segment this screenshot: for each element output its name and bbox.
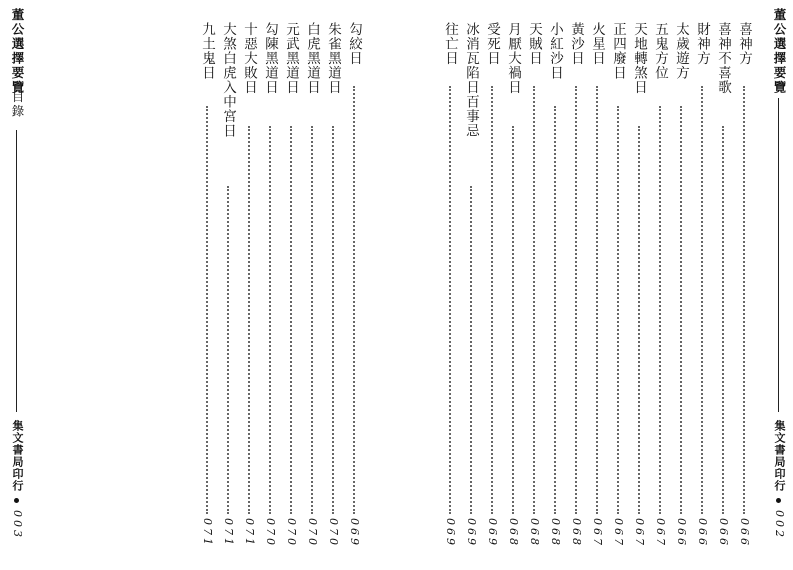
toc-entry[interactable] xyxy=(545,22,565,564)
right-page-margin xyxy=(770,8,788,564)
toc-entry[interactable] xyxy=(587,22,607,564)
toc-entry-title: 財神方 xyxy=(694,22,710,66)
toc-entry-title: 喜神方 xyxy=(736,22,752,66)
toc-entry[interactable] xyxy=(524,22,544,564)
dot-leader xyxy=(491,86,493,514)
toc-entry[interactable] xyxy=(503,22,523,564)
right-page xyxy=(396,0,793,570)
toc-entry[interactable] xyxy=(671,22,691,564)
dot-leader xyxy=(206,106,208,514)
toc-entry-page: 069 xyxy=(486,518,499,548)
toc-entry-page: 071 xyxy=(201,518,214,548)
toc-entry-title: 正四廢日 xyxy=(610,22,626,80)
toc-entry-title: 大煞白虎入中宮日 xyxy=(220,22,236,138)
book-title: 董公選擇要覽 xyxy=(772,8,787,95)
dot-leader xyxy=(722,126,724,514)
toc-entry-title: 火星日 xyxy=(589,22,605,66)
toc-entry[interactable] xyxy=(713,22,733,564)
toc-entry-page: 069 xyxy=(444,518,457,548)
dot-leader xyxy=(470,186,472,514)
toc-entry-title: 朱雀黑道日 xyxy=(325,22,341,95)
dot-leader xyxy=(290,126,292,514)
dot-leader xyxy=(638,126,640,514)
toc-entry[interactable] xyxy=(323,22,343,564)
toc-entry-title: 白虎黑道日 xyxy=(304,22,320,95)
toc-entry-title: 受死日 xyxy=(484,22,500,66)
toc-entry-page: 069 xyxy=(348,518,361,548)
toc-entry[interactable] xyxy=(566,22,586,564)
toc-entry[interactable] xyxy=(650,22,670,564)
toc-entry-title: 十惡大敗日 xyxy=(241,22,257,95)
toc-entry-page: 070 xyxy=(264,518,277,548)
toc-entry-page: 068 xyxy=(549,518,562,548)
left-page-margin xyxy=(8,8,26,564)
left-page xyxy=(0,0,396,570)
toc-entry[interactable] xyxy=(239,22,259,564)
toc-entry[interactable] xyxy=(482,22,502,564)
toc-entry-page: 066 xyxy=(717,518,730,548)
dot-leader xyxy=(743,86,745,514)
dot-leader xyxy=(701,86,703,514)
toc-entry[interactable] xyxy=(302,22,322,564)
toc-entry-page: 066 xyxy=(696,518,709,548)
toc-entry-page: 067 xyxy=(612,518,625,548)
toc-entry-title: 冰消瓦陷日百事忌 xyxy=(463,22,479,138)
toc-entry-title: 小紅沙日 xyxy=(547,22,563,80)
dot-leader xyxy=(680,106,682,514)
dot-leader xyxy=(269,126,271,514)
toc-entry-page: 067 xyxy=(654,518,667,548)
dot-leader xyxy=(554,106,556,514)
toc-entry-page: 067 xyxy=(591,518,604,548)
toc-entry-page: 068 xyxy=(528,518,541,548)
toc-entry[interactable] xyxy=(461,22,481,564)
toc-entry-title: 勾陳黑道日 xyxy=(262,22,278,95)
toc-entry-page: 070 xyxy=(327,518,340,548)
toc-entry-page: 066 xyxy=(738,518,751,548)
toc-entry-page: 070 xyxy=(285,518,298,548)
toc-entry-page: 068 xyxy=(570,518,583,548)
toc-entry-title: 五鬼方位 xyxy=(652,22,668,80)
toc-entry-title: 元武黑道日 xyxy=(283,22,299,95)
toc-entry-page: 070 xyxy=(306,518,319,548)
dot-leader xyxy=(449,86,451,514)
publisher-name: 集文書局印行 xyxy=(773,420,786,492)
toc-entry-title: 太歲遊方 xyxy=(673,22,689,80)
toc-entry-title: 往亡日 xyxy=(442,22,458,66)
dot-leader xyxy=(332,126,334,514)
book-title: 董公選擇要覽 xyxy=(10,8,25,95)
toc-entry[interactable] xyxy=(218,22,238,564)
toc-entry[interactable] xyxy=(692,22,712,564)
toc-entry[interactable] xyxy=(281,22,301,564)
toc-entry-page: 071 xyxy=(222,518,235,548)
toc-entry[interactable] xyxy=(608,22,628,564)
toc-entry[interactable] xyxy=(344,22,364,564)
dot-leader xyxy=(311,126,313,514)
page-number: 003 xyxy=(11,510,24,540)
toc-entry-page: 069 xyxy=(465,518,478,548)
toc-entry-title: 九土鬼日 xyxy=(199,22,215,80)
toc-entry[interactable] xyxy=(440,22,460,564)
bullet-dot-icon xyxy=(14,498,19,503)
toc-entry[interactable] xyxy=(734,22,754,564)
dot-leader xyxy=(533,86,535,514)
page-number: 002 xyxy=(773,510,786,540)
dot-leader xyxy=(248,126,250,514)
toc-entry[interactable] xyxy=(260,22,280,564)
toc-entry-page: 068 xyxy=(507,518,520,548)
dot-leader xyxy=(596,86,598,514)
margin-rule xyxy=(778,98,779,412)
toc-entry-page: 071 xyxy=(243,518,256,548)
dot-leader xyxy=(227,186,229,514)
dot-leader xyxy=(512,126,514,514)
toc-entry-title: 天賊日 xyxy=(526,22,542,66)
toc-entry-title: 勾絞日 xyxy=(346,22,362,66)
toc-entry-page: 066 xyxy=(675,518,688,548)
dot-leader xyxy=(353,86,355,514)
toc-entry[interactable] xyxy=(197,22,217,564)
toc-entry-title: 月厭大禍日 xyxy=(505,22,521,95)
margin-rule xyxy=(16,130,17,412)
toc-entry[interactable] xyxy=(629,22,649,564)
dot-leader xyxy=(659,106,661,514)
publisher-name: 集文書局印行 xyxy=(11,420,24,492)
dot-leader xyxy=(575,86,577,514)
toc-entry-page: 067 xyxy=(633,518,646,548)
section-label: 目錄 xyxy=(10,90,25,119)
toc-entry-title: 喜神不喜歌 xyxy=(715,22,731,95)
bullet-dot-icon xyxy=(776,498,781,503)
dot-leader xyxy=(617,106,619,514)
toc-entry-title: 天地轉煞日 xyxy=(631,22,647,95)
toc-entry-title: 黃沙日 xyxy=(568,22,584,66)
